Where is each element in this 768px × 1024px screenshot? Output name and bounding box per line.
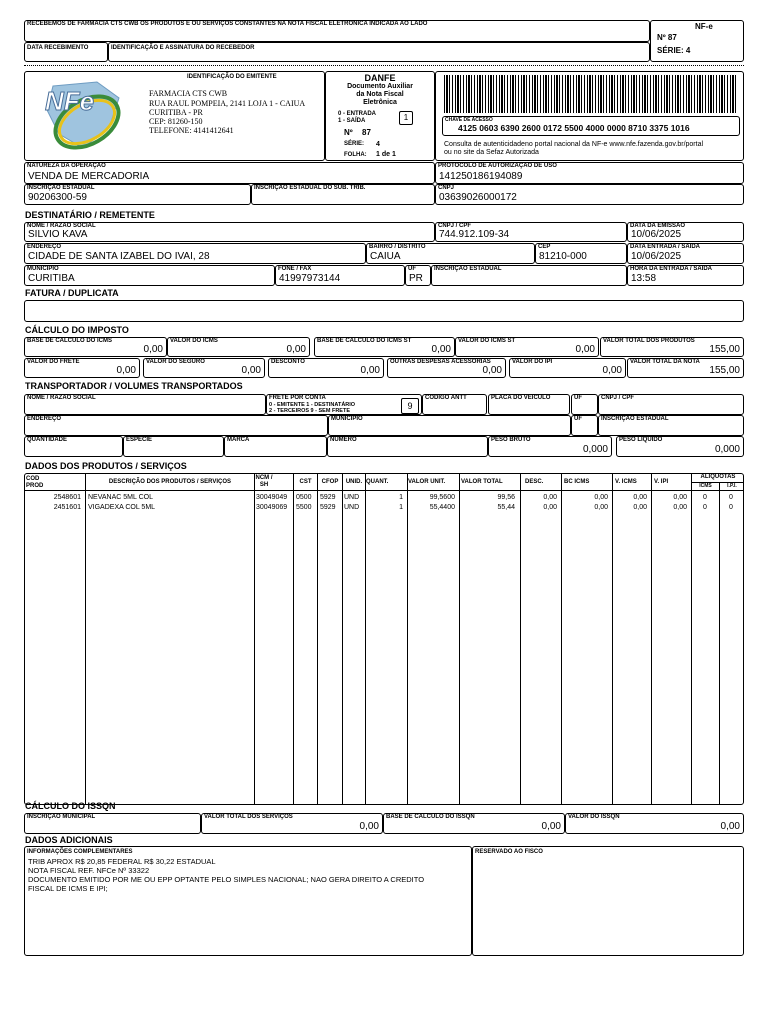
col-vtotal: VALOR TOTAL: [461, 479, 503, 485]
cell-vunit: 99,5600: [429, 494, 455, 501]
col-desc: DESCRIÇÃO DOS PRODUTOS / SERVIÇOS: [108, 479, 232, 485]
col-vipi: V. IPI: [654, 479, 669, 485]
protocolo-label: PROTOCOLO DE AUTORIZAÇÃO DE USO: [438, 163, 557, 169]
nfe-logo-icon: [39, 76, 135, 154]
assinatura-label: IDENTIFICAÇÃO E ASSINATURA DO RECEBEDOR: [111, 45, 255, 51]
seguro: 0,00: [241, 365, 261, 376]
issqn-v-box: [565, 813, 744, 834]
ipi: 0,00: [602, 365, 622, 376]
transp-peso-bruto-label: PESO BRUTO: [491, 437, 531, 443]
cell-cfop: 5929: [320, 494, 336, 501]
dest-hora-box: [627, 265, 744, 286]
transp-peso-bruto: 0,000: [582, 444, 608, 455]
transp-uf2-label: UF: [574, 416, 582, 422]
fatura-box: [24, 300, 744, 322]
issqn-title: CÁLCULO DO ISSQN: [25, 801, 116, 811]
dest-bairro: CAIUA: [370, 251, 401, 262]
dest-uf-box: [405, 265, 431, 286]
col-line: [254, 474, 255, 804]
emitente-nome: FARMACIA CTS CWB: [149, 89, 228, 98]
v-prod-label: VALOR TOTAL DOS PRODUTOS: [603, 338, 695, 344]
dest-fone-box: [275, 265, 405, 286]
col-line: [342, 474, 343, 804]
transp-nome-label: NOME / RAZÃO SOCIAL: [27, 395, 96, 401]
bc-icms-box: [24, 337, 167, 357]
col-bc: BC ICMS: [564, 479, 590, 485]
transp-antt-box: [422, 394, 487, 415]
col-line: [459, 474, 460, 804]
bc-st: 0,00: [431, 344, 451, 355]
chave-label: CHAVE DE ACESSO: [445, 117, 493, 123]
col-line: [651, 474, 652, 804]
transp-numero-box: [327, 436, 488, 457]
cell-desc2: 0,00: [543, 494, 557, 501]
chave-valor: 4125 0603 6390 2600 0172 5500 4000 0000 8710 3375 1016: [458, 123, 690, 133]
col-ncm: NCM / SH: [255, 475, 273, 488]
v-nota: 155,00: [709, 365, 740, 376]
desconto-box: [268, 358, 384, 378]
col-cst: CST: [299, 479, 312, 485]
issqn-v-label: VALOR DO ISSQN: [568, 814, 620, 820]
emitente-title: IDENTIFICAÇÃO DO EMITENTE: [187, 74, 277, 80]
col-line: [520, 474, 521, 804]
col-line: [691, 474, 692, 804]
fatura-title: FATURA / DUPLICATA: [25, 288, 119, 298]
produtos-table: [24, 473, 744, 805]
transp-qtd-label: QUANTIDADE: [27, 437, 67, 443]
data-recebimento-label: DATA RECEBIMENTO: [27, 45, 89, 51]
danfe-entrada: 0 - ENTRADA: [338, 111, 377, 117]
natureza-valor: VENDA DE MERCADORIA: [28, 171, 150, 182]
cell-unid: UND: [344, 494, 360, 501]
dest-entrada-box: [627, 243, 744, 264]
cell-vicms: 0,00: [633, 494, 647, 501]
cell-ncm: 30049049: [256, 494, 288, 501]
barcode: [444, 75, 736, 113]
emitente-box: [24, 71, 325, 161]
col-vicms: V. ICMS: [615, 479, 637, 485]
dest-endereco-box: [24, 243, 366, 264]
danfe-numero: 87: [362, 128, 371, 137]
transp-uf-label: UF: [574, 395, 582, 401]
transp-frete-op1: 0 - EMITENTE 1 - DESTINATÁRIO: [269, 402, 356, 408]
col-line: [317, 474, 318, 804]
issqn-vserv-box: [201, 813, 383, 834]
v-prod: 155,00: [709, 344, 740, 355]
dest-bairro-label: BAIRRO / DISTRITO: [369, 244, 426, 250]
frete-box: [24, 358, 140, 378]
dest-uf-label: UF: [408, 266, 416, 272]
cell-aipi: 0: [729, 504, 733, 511]
transp-endereco-box: [24, 415, 328, 436]
transp-cnpj-box: [598, 394, 744, 415]
dest-ie-box: [431, 265, 627, 286]
transp-endereco-label: ENDEREÇO: [27, 416, 62, 422]
seguro-label: VALOR DO SEGURO: [146, 359, 205, 365]
dest-emissao-label: DATA DA EMISSÃO: [630, 223, 685, 229]
ie-st-box: [251, 184, 435, 205]
cell-cfop: 5929: [320, 504, 336, 511]
danfe-numero-label: Nº: [344, 128, 353, 137]
issqn-vserv-label: VALOR TOTAL DOS SERVIÇOS: [204, 814, 293, 820]
cell-vunit: 55,4400: [429, 504, 455, 511]
natureza-label: NATUREZA DA OPERAÇÃO: [27, 163, 106, 169]
desconto-label: DESCONTO: [271, 359, 305, 365]
destinatario-title: DESTINATÁRIO / REMETENTE: [25, 210, 155, 220]
issqn-vserv: 0,00: [359, 821, 379, 832]
canhoto-nfe-title: NF-e: [695, 22, 713, 31]
cnpj-emit-box: [435, 184, 744, 205]
natureza-box: [24, 162, 435, 184]
cell-quant: 1: [399, 494, 403, 501]
dest-nome-label: NOME / RAZÃO SOCIAL: [27, 223, 96, 229]
transp-nome-box: [24, 394, 266, 415]
col-line: [407, 474, 408, 804]
transp-municipio-box: [328, 415, 571, 436]
danfe-title: DANFE: [364, 73, 396, 83]
cell-vicms: 0,00: [633, 504, 647, 511]
ie-valor: 90206300-59: [28, 192, 87, 203]
danfe-sub3: Eletrônica: [363, 99, 397, 106]
transp-placa-label: PLACA DO VEÍCULO: [491, 395, 551, 401]
col-line: [365, 474, 366, 804]
cell-aicms: 0: [703, 504, 707, 511]
issqn-bc: 0,00: [541, 821, 561, 832]
transp-ie-box: [598, 415, 744, 436]
v-icms-box: [167, 337, 310, 357]
bc-st-label: BASE DE CALCULO DO ICMS ST: [317, 338, 412, 344]
reservado-fisco-label: RESERVADO AO FISCO: [475, 849, 543, 855]
outras-box: [387, 358, 506, 378]
ipi-label: VALOR DO IPI: [512, 359, 553, 365]
transp-uf-box: [571, 394, 598, 415]
frete-label: VALOR DO FRETE: [27, 359, 80, 365]
cell-aicms: 0: [703, 494, 707, 501]
logo-text: NFe: [45, 86, 95, 116]
danfe-serie: 4: [376, 141, 380, 148]
dest-cnpj: 744.912.109-34: [439, 229, 510, 240]
emitente-endereco: RUA RAUL POMPEIA, 2141 LOJA 1 - CAIUA: [149, 99, 306, 108]
cut-line: [24, 65, 744, 66]
outras-label: OUTRAS DESPESAS ACESSÓRIAS: [390, 359, 491, 365]
ie-st-label: INSCRIÇÃO ESTADUAL DO SUB. TRIB.: [254, 185, 366, 191]
transp-frete-valor: 9: [401, 398, 419, 414]
v-st: 0,00: [575, 344, 595, 355]
dest-nome-box: [24, 222, 435, 242]
canhoto-nfe-box: [650, 20, 744, 62]
transp-ie-label: INSCRIÇÃO ESTADUAL: [601, 416, 669, 422]
canhoto-texto-box: [24, 20, 650, 42]
danfe-folha: 1 de 1: [376, 151, 396, 158]
dest-cep-label: CEP: [538, 244, 551, 250]
transp-frete-label: FRETE POR CONTA: [269, 395, 326, 401]
dest-endereco: CIDADE DE SANTA IZABEL DO IVAI, 28: [28, 251, 210, 262]
frete: 0,00: [116, 365, 136, 376]
dest-ie-label: INSCRIÇÃO ESTADUAL: [434, 266, 502, 272]
dest-cnpj-box: [435, 222, 627, 242]
cell-bc: 0,00: [594, 504, 608, 511]
col-aliq: ALIQUOTAS: [700, 474, 736, 480]
col-aipi: I.P.I.: [727, 483, 737, 489]
cell-vipi: 0,00: [673, 494, 687, 501]
v-icms: 0,00: [286, 344, 306, 355]
transp-peso-liq-label: PESO LIQUIDO: [619, 437, 663, 443]
cell-cst: 5500: [296, 504, 312, 511]
transp-especie-box: [123, 436, 224, 457]
col-cfop: CFOP: [321, 479, 339, 485]
issqn-v: 0,00: [720, 821, 740, 832]
col-cod: COD PROD: [26, 476, 44, 489]
cell-ncm: 30049069: [256, 504, 288, 511]
col-aicms: ICMS: [699, 483, 712, 489]
dest-emissao-box: [627, 222, 744, 242]
chave-consulta1: Consulta de autenticidadeno portal nacional da NF-e www.nfe.fazenda.gov.br/portal: [444, 141, 704, 148]
col-line: [612, 474, 613, 804]
col-desc2: DESC.: [525, 479, 544, 485]
v-nota-label: VALOR TOTAL DA NOTA: [630, 359, 700, 365]
emitente-cidade: CURITIBA - PR: [149, 108, 203, 117]
transp-marca-box: [224, 436, 327, 457]
v-nota-box: [627, 358, 744, 378]
danfe-saida: 1 - SAÍDA: [338, 118, 366, 124]
outras: 0,00: [482, 365, 502, 376]
transp-frete-op2: 2 - TERCEIROS 9 - SEM FRETE: [269, 408, 350, 414]
col-quant: QUANT.: [366, 479, 389, 485]
dest-cep-box: [535, 243, 627, 264]
col-unid: UNID.: [345, 479, 363, 485]
transp-especie-label: ESPECIE: [126, 437, 153, 443]
danfe-box: [325, 71, 435, 161]
cell-vtotal: 99,56: [497, 494, 515, 501]
issqn-bc-box: [383, 813, 565, 834]
produtos-header-line: [25, 490, 743, 491]
info-linha: FISCAL DE ICMS E IPI;: [28, 884, 108, 893]
cell-vipi: 0,00: [673, 504, 687, 511]
info-complementares-box: [24, 846, 472, 956]
dest-municipio: CURITIBA: [28, 273, 75, 284]
cell-desc: NEVANAC 5ML COL: [88, 494, 153, 501]
cnpj-emit-label: CNPJ: [438, 185, 455, 191]
imposto-title: CÁLCULO DO IMPOSTO: [25, 325, 129, 335]
dest-emissao: 10/06/2025: [631, 229, 682, 240]
issqn-im-label: INSCRIÇÃO MUNICIPAL: [27, 814, 96, 820]
dest-cnpj-label: CNPJ / CPF: [438, 223, 472, 229]
dest-endereco-label: ENDEREÇO: [27, 244, 62, 250]
cell-cod: 2451601: [53, 504, 81, 511]
transp-numero-label: NUMERO: [330, 437, 357, 443]
col-line: [561, 474, 562, 804]
cell-cod: 2548601: [53, 494, 81, 501]
canhoto-texto: RECEBEMOS DE FARMACIA CTS CWB OS PRODUTOS E OU SERVIÇOS CONSTANTES NA NOTA FISCAL ELETRONICA INDICADA AO LADO: [27, 21, 428, 27]
reservado-fisco-box: [472, 846, 744, 956]
transp-peso-bruto-box: [488, 436, 612, 457]
cell-desc2: 0,00: [543, 504, 557, 511]
issqn-im-box: [24, 813, 201, 834]
cnpj-emit-valor: 03639026000172: [439, 192, 517, 203]
chave-box: [435, 71, 744, 161]
dest-hora-label: HORA DA ENTRADA / SAÍDA: [630, 266, 712, 272]
transp-peso-liq-box: [616, 436, 744, 457]
info-complementares-label: INFORMAÇÕES COMPLEMENTARES: [27, 849, 133, 855]
adicionais-title: DADOS ADICIONAIS: [25, 835, 113, 845]
transp-cnpj-label: CNPJ / CPF: [601, 395, 635, 401]
chave-consulta2: ou no site da Sefaz Autorizada: [444, 149, 539, 156]
ipi-box: [509, 358, 626, 378]
dest-bairro-box: [366, 243, 535, 264]
assinatura-box: [108, 42, 650, 62]
bc-st-box: [314, 337, 455, 357]
cell-aipi: 0: [729, 494, 733, 501]
v-prod-box: [600, 337, 744, 357]
bc-icms: 0,00: [143, 344, 163, 355]
issqn-bc-label: BASE DE CALCULO DO ISSQN: [386, 814, 475, 820]
transp-uf2-box: [571, 415, 598, 436]
cell-quant: 1: [399, 504, 403, 511]
dest-municipio-label: MUNICÍPIO: [27, 266, 59, 272]
ie-label: INSCRIÇÃO ESTADUAL: [27, 185, 95, 191]
cell-desc: VIGADEXA COL 5ML: [88, 504, 156, 511]
transp-municipio-label: MUNICÍPIO: [331, 416, 363, 422]
cell-bc: 0,00: [594, 494, 608, 501]
dest-uf: PR: [409, 273, 423, 284]
dest-fone: 41997973144: [279, 273, 341, 284]
info-linha: NOTA FISCAL REF. NFCe Nº 33322: [28, 866, 150, 875]
cell-cst: 0500: [296, 494, 312, 501]
dest-hora: 13:58: [631, 273, 657, 284]
transp-placa-box: [488, 394, 570, 415]
protocolo-valor: 141250186194089: [439, 171, 523, 182]
transp-qtd-box: [24, 436, 123, 457]
v-st-box: [455, 337, 599, 357]
transp-marca-label: MARCA: [227, 437, 250, 443]
col-line: [85, 474, 86, 804]
col-line: [719, 482, 720, 804]
danfe-sub1: Documento Auxiliar: [347, 83, 413, 90]
transp-peso-liq: 0,000: [714, 444, 740, 455]
canhoto-serie: SÉRIE: 4: [657, 46, 691, 55]
col-line: [293, 474, 294, 804]
v-st-label: VALOR DO ICMS ST: [458, 338, 516, 344]
transporte-title: TRANSPORTADOR / VOLUMES TRANSPORTADOS: [25, 381, 243, 391]
ie-box: [24, 184, 251, 205]
col-vunit: VALOR UNIT.: [408, 479, 446, 485]
v-icms-label: VALOR DO ICMS: [170, 338, 218, 344]
desconto: 0,00: [360, 365, 380, 376]
dest-nome: SILVIO KAVA: [28, 229, 88, 240]
canhoto-numero: Nº 87: [657, 33, 677, 42]
danfe-sub2: da Nota Fiscal: [356, 91, 404, 98]
transp-antt-label: CÓDIGO ANTT: [425, 395, 467, 401]
emitente-telefone: TELEFONE: 4141412641: [149, 126, 234, 135]
danfe-tipo: 1: [399, 111, 413, 125]
danfe-serie-label: SÉRIE:: [344, 141, 365, 147]
protocolo-box: [435, 162, 744, 184]
dest-entrada: 10/06/2025: [631, 251, 682, 262]
data-recebimento-box: [24, 42, 108, 62]
dest-cep: 81210-000: [539, 251, 587, 262]
dest-fone-label: FONE / FAX: [278, 266, 312, 272]
seguro-box: [143, 358, 265, 378]
transp-frete-box: [266, 394, 422, 415]
info-linha: TRIB APROX R$ 20,85 FEDERAL R$ 30,22 ESTADUAL: [28, 857, 216, 866]
bc-icms-label: BASE DE CALCULO DO ICMS: [27, 338, 113, 344]
dest-municipio-box: [24, 265, 275, 286]
info-linha: DOCUMENTO EMITIDO POR ME OU EPP OPTANTE PELO SIMPLES NACIONAL; NAO GERA DIREITO A CREDITO: [28, 875, 425, 884]
cell-vtotal: 55,44: [497, 504, 515, 511]
produtos-title: DADOS DOS PRODUTOS / SERVIÇOS: [25, 461, 187, 471]
danfe-folha-label: FOLHA:: [344, 152, 367, 158]
chave-field: [442, 116, 740, 136]
emitente-cep: CEP: 81260-150: [149, 117, 203, 126]
cell-unid: UND: [344, 504, 360, 511]
dest-entrada-label: DATA ENTRADA / SAÍDA: [630, 244, 700, 250]
